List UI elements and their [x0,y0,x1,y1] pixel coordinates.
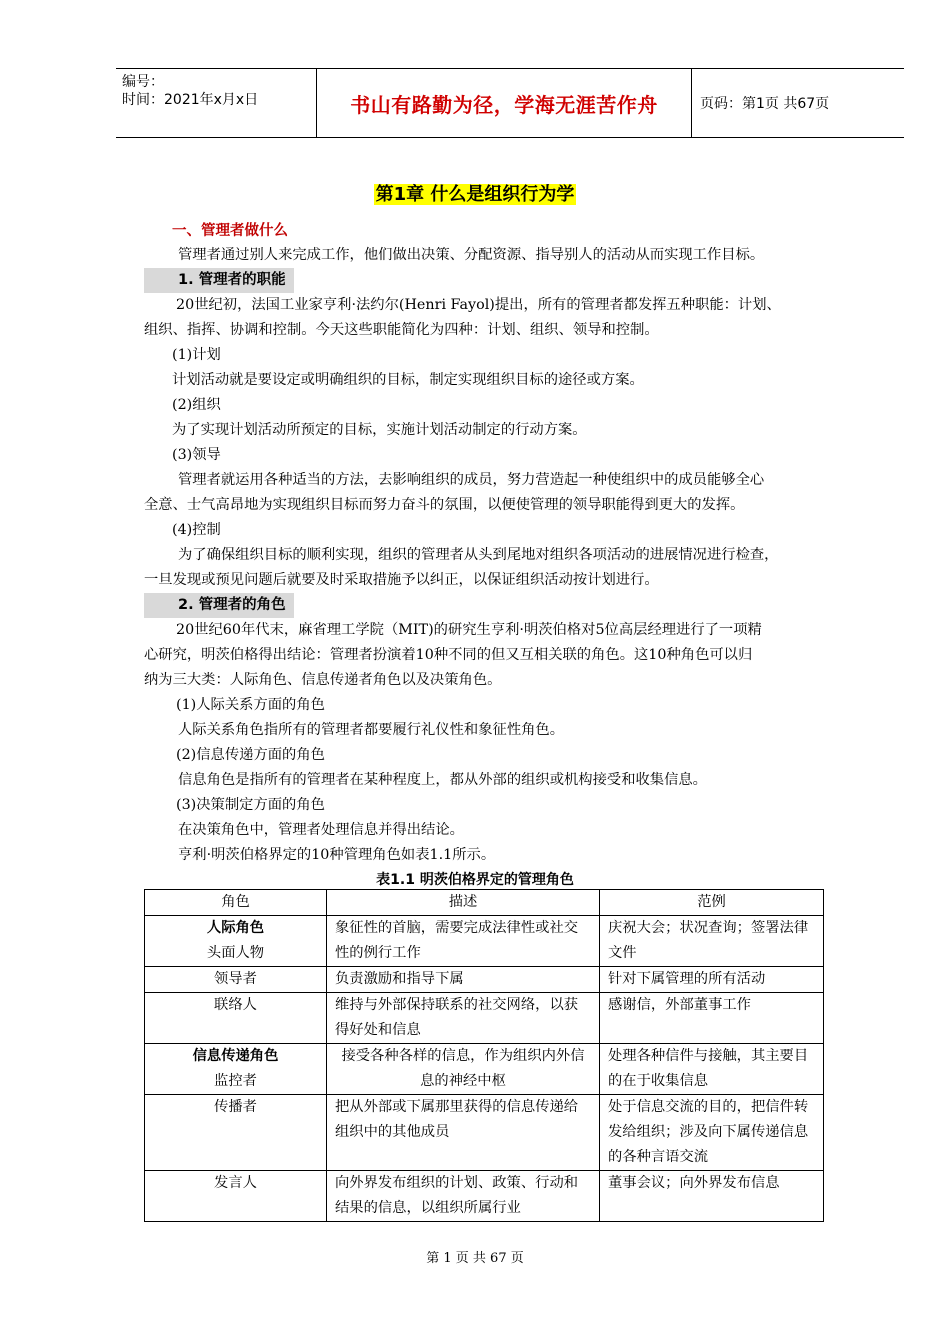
paragraph-line: 全意、士气高昂地为实现组织目标而努力奋斗的氛围，以便使管理的领导职能得到更大的发挥。 [144,497,745,513]
paragraph-line: 心研究，明茨伯格得出结论：管理者扮演着10种不同的但又互相关联的角色。这10种角色可以归 [144,647,753,663]
paragraph-line: 组织、指挥、协调和控制。今天这些职能简化为四种：计划、组织、领导和控制。 [144,322,659,338]
table-row [145,1095,824,1171]
subsection-heading: 1. 管理者的职能 [144,268,294,293]
desc-cell: 接受各种各样的信息，作为组织内外信息的神经中枢 [327,1044,600,1095]
chapter-title: 第1章 什么是组织行为学 [375,184,575,205]
paragraph-line: 亨利·明茨伯格界定的10种管理角色如表1.1所示。 [178,847,496,863]
desc-cell: 向外界发布组织的计划、政策、行动和结果的信息，以组织所属行业 [327,1171,600,1222]
paragraph-line: 人际关系角色指所有的管理者都要履行礼仪性和象征性角色。 [178,722,565,738]
example-cell: 针对下属管理的所有活动 [600,967,824,993]
section-heading: 一、管理者做什么 [172,223,288,239]
desc-cell: 把从外部或下属那里获得的信息传递给组织中的其他成员 [327,1095,600,1171]
table-row [145,1171,824,1222]
table-row [145,1044,824,1095]
paragraph-line: 20世纪初，法国工业家亨利·法约尔(Henri Fayol)提出，所有的管理者都发挥五种职能：计划、 [176,297,781,313]
column-header: 描述 [327,890,600,916]
paragraph-line: 管理者就运用各种适当的方法，去影响组织的成员，努力营造起一种使组织中的成员能够全心 [178,472,765,488]
example-cell: 庆祝大会；状况查询；签署法律文件 [600,916,824,967]
column-header: 范例 [600,890,824,916]
role-name: 传播者 [145,1095,327,1171]
list-label: (2)组织 [172,397,221,413]
list-label: (3)决策制定方面的角色 [176,797,325,813]
table-row [145,916,824,967]
role-cell [145,1044,327,1095]
paragraph-line: 在决策角色中，管理者处理信息并得出结论。 [178,822,464,838]
paragraph-line: 计划活动就是要设定或明确组织的目标，制定实现组织目标的途径或方案。 [172,372,644,388]
role-group: 信息传递角色 [192,1048,279,1064]
role-name: 发言人 [145,1171,327,1222]
paragraph-line: 20世纪60年代末，麻省理工学院（MIT)的研究生亨利·明茨伯格对5位高层经理进行了一项精 [176,622,762,638]
header-motto: 书山有路勤为径，学海无涯苦作舟 [316,69,692,137]
example-cell: 处于信息交流的目的，把信件转发给组织；涉及向下属传递信息的各种言语交流 [600,1095,824,1171]
document-header [116,68,904,138]
header-page-info: 页码：第1页 共67页 [700,96,830,112]
paragraph-line: 为了确保组织目标的顺利实现，组织的管理者从头到尾地对组织各项活动的进展情况进行检查， [178,547,779,563]
column-header: 角色 [145,890,327,916]
example-cell: 处理各种信件与接触，其主要目的在于收集信息 [600,1044,824,1095]
role-name: 头面人物 [206,945,265,961]
paragraph-line: 一旦发现或预见问题后就要及时采取措施予以纠正，以保证组织活动按计划进行。 [144,572,659,588]
list-label: (4)控制 [172,522,221,538]
role-cell [145,916,327,967]
paragraph-line: 管理者通过别人来完成工作，他们做出决策、分配资源、指导别人的活动从而实现工作目标。 [178,247,765,263]
list-label: (3)领导 [172,447,221,463]
list-label: (1)人际关系方面的角色 [176,697,325,713]
page-footer: 第 1 页 共 67 页 [426,1251,524,1266]
table-header-row [145,890,824,916]
header-meta [116,69,316,137]
table-row [145,967,824,993]
table-row [145,993,824,1044]
paragraph-line: 为了实现计划活动所预定的目标，实施计划活动制定的行动方案。 [172,422,587,438]
desc-cell: 负责激励和指导下属 [327,967,600,993]
desc-cell: 象征性的首脑，需要完成法律性或社交性的例行工作 [327,916,600,967]
role-name: 监控者 [214,1073,257,1089]
example-cell: 董事会议；向外界发布信息 [600,1171,824,1222]
paragraph-line: 信息角色是指所有的管理者在某种程度上，都从外部的组织或机构接受和收集信息。 [178,772,707,788]
table-caption: 表1.1 明茨伯格界定的管理角色 [376,872,574,888]
subsection-heading: 2. 管理者的角色 [144,593,294,618]
roles-table [144,889,824,1222]
list-label: (2)信息传递方面的角色 [176,747,325,763]
desc-cell: 维持与外部保持联系的社交网络，以获得好处和信息 [327,993,600,1044]
number-label: 编号： [122,74,164,90]
list-label: (1)计划 [172,347,221,363]
role-name: 联络人 [145,993,327,1044]
paragraph-line: 纳为三大类：人际角色、信息传递者角色以及决策角色。 [144,672,502,688]
role-group: 人际角色 [206,920,265,936]
time-label: 时间：2021年x月x日 [122,92,259,108]
role-name: 领导者 [145,967,327,993]
example-cell: 感谢信，外部董事工作 [600,993,824,1044]
